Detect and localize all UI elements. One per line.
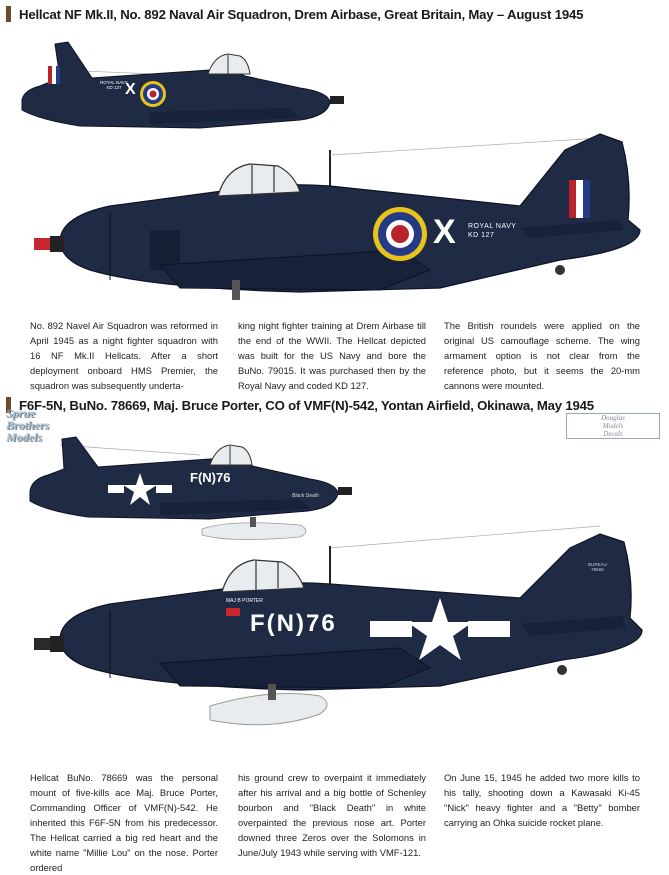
hellcat-nf-large-profile	[0, 120, 669, 310]
large-code-letter: X	[433, 213, 456, 251]
section-1-text-col-2: king night fighter training at Drem Airbase till the end of the WWII. The Hellcat depicted was built for the US Navy and bore the BuNo. 79015. It was purchased then by the Royal Navy and coded KD 127.	[238, 320, 426, 391]
dmd-logo-line-2: Models	[602, 422, 624, 430]
large-code: F(N)76	[250, 610, 337, 637]
section-2-title	[6, 395, 594, 415]
tail-serial-block	[588, 562, 607, 572]
large-serial-label	[468, 222, 516, 240]
section-2-title-text: F6F-5N, BuNo. 78669, Maj. Bruce Porter, CO of VMF(N)-542, Yontan Airfield, Okinawa, May 1945	[19, 397, 594, 413]
section-1-text-col-1: No. 892 Navel Air Squadron was reformed in April 1945 as a night fighter squadron with 16 NF Mk.II Hellcats. After a short deployment onboard HMS Premier, the squadron was subsequently underta-	[30, 320, 218, 391]
section-2-text-col-2: his ground crew to overpaint it immediately after his arrival and a big bottle of Schenley bourbon and "Black Death" in white overpainted the previous nose art. Porter downed three Zeros over the Solomons in June/July 1943 while serving with VMF-121.	[238, 772, 426, 858]
f6f5n-large-profile	[0, 518, 669, 758]
large-serial-value: KD 127	[468, 232, 495, 239]
section-2-text-col-1: Hellcat BuNo. 78669 was the personal mount of five-kills ace Maj. Bruce Porter, Commanding Officer of VMF(N)-542. He inherited this F6F-5N from his predecessor. The Hellcat carried a big red heart and the white name "Millie Lou" on the nose. Porter ordered	[30, 772, 218, 873]
small-serial-value: KD 127	[106, 85, 122, 90]
spb-logo-line-3: Models	[6, 430, 42, 444]
dmd-logo-line-3: Decals	[603, 430, 623, 438]
small-nose-art: Black Death	[292, 493, 319, 499]
spb-logo-line-1: Sprue	[6, 406, 36, 420]
small-navy-label: ROYAL NAVY	[100, 80, 128, 85]
dmd-logo-line-1: Douglas	[601, 414, 625, 422]
small-code: F(N)76	[190, 470, 231, 485]
section-1-title-text: Hellcat NF Mk.II, No. 892 Naval Air Squadron, Drem Airbase, Great Britain, May – August 1945	[19, 6, 584, 22]
small-code-letter: X	[125, 81, 136, 98]
title-bar-marker	[6, 6, 11, 22]
tail-label: BUREAU	[588, 562, 607, 567]
large-navy-label: ROYAL NAVY	[468, 223, 517, 230]
tail-serial: 78669	[591, 567, 604, 572]
section-2-text-col-3: On June 15, 1945 he added two more kills to his tally, shooting down a Kawasaki Ki-45 "Nick" heavy fighter and a "Betty" bomber carrying an Ohka suicide rocket plane.	[444, 772, 640, 828]
spb-logo-line-2: Brothers	[6, 418, 50, 432]
pilot-name: MAJ B PORTER	[226, 598, 263, 604]
section-1-text-col-3: The British roundels were applied on the original US camouflage scheme. The wing armament option is not clear from the reference photo, but it seems the 20-mm cannons were mounted.	[444, 320, 640, 391]
small-serial-label	[100, 80, 128, 90]
section-1-title	[6, 4, 583, 24]
